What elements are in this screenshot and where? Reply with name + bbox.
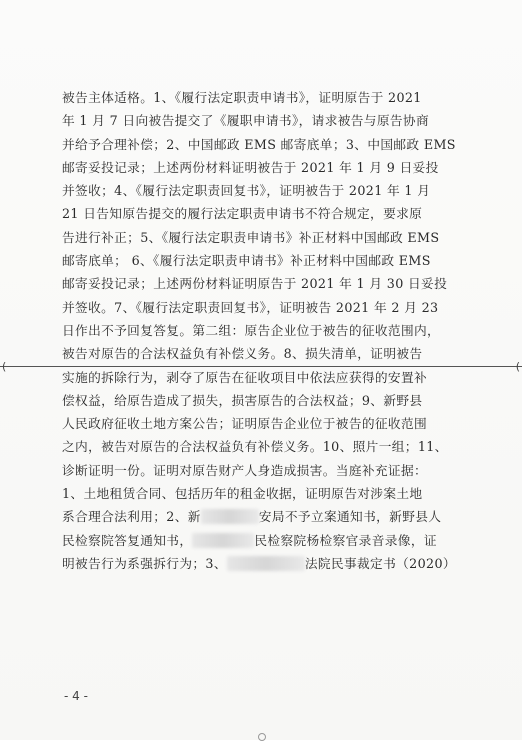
redacted-region	[201, 509, 259, 524]
text-line: 诊断证明一份。证明对原告财产人身造成损害。当庭补充证据：	[62, 462, 428, 478]
text-line-partial	[62, 505, 462, 528]
margin-mark-right: (	[515, 360, 520, 373]
text-line: 被告对原告的合法权益负有补偿义务。8、损失清单，证明被告	[62, 346, 423, 362]
body-text	[62, 86, 462, 575]
text-line: 被告主体适格。1、《履行法定职责申请书》，证明原告于 2021	[62, 90, 422, 105]
text-line: 之内，被告对原告的合法权益负有补偿义务。10、照片一组；11、	[62, 439, 448, 455]
text-line: 人民政府征收土地方案公告；证明原告企业位于被告的征收范围	[62, 416, 428, 432]
text-line-partial	[62, 552, 462, 575]
scan-fold-line	[0, 366, 522, 367]
text-line: 并签收。7、《履行法定职责回复书》，证明被告 2021 年 2 月 23	[62, 299, 439, 315]
text-segment: 系合理合法利用；2、新	[62, 509, 201, 525]
text-line: 实施的拆除行为，剥夺了原告在征收项目中依法应获得的安置补	[62, 369, 428, 385]
text-segment: 民检察院答复通知书，	[62, 532, 193, 548]
text-segment: 安局不予立案通知书，新野县人	[258, 509, 442, 525]
text-segment: 法院民事裁定书（2020）	[304, 555, 456, 571]
text-line: 并给予合理补偿；2、中国邮政 EMS 邮寄底单；3、中国邮政 EMS	[62, 136, 456, 152]
text-line: 日作出不予回复答复。第二组：原告企业位于被告的征收范围内，	[62, 322, 441, 338]
text-line: 年 1 月 7 日向被告提交了《履职申请书》，请求被告与原告协商	[62, 113, 429, 129]
text-segment: 明被告行为系强拆行为；3、	[62, 555, 227, 571]
text-line: 并签收；4、《履行法定职责回复书》，证明被告于 2021 年 1 月	[62, 183, 431, 199]
text-line-partial	[62, 529, 462, 552]
text-line: 偿权益，给原告造成了损失，损害原告的合法权益；9、新野县	[62, 392, 423, 408]
margin-mark-left: (	[2, 360, 7, 373]
text-line: 邮寄妥投记录；上述两份材料证明原告于 2021 年 1 月 30 日妥投	[62, 276, 448, 292]
redacted-region	[192, 533, 254, 548]
page-number: - 4 -	[64, 689, 88, 703]
text-line: 告进行补正；5、《履行法定职责申请书》补正材料中国邮政 EMS	[62, 229, 440, 245]
text-segment: 民检察院杨检察官录音录像，证	[254, 532, 437, 548]
text-line: 邮寄妥投记录；上述两份材料证明被告于 2021 年 1 月 9 日妥投	[62, 159, 439, 175]
text-line: 21 日告知原告提交的履行法定职责申请书不符合规定，要求原	[62, 206, 423, 222]
text-line: 1、土地租赁合同、包括历年的租金收据，证明原告对涉案土地	[62, 486, 423, 502]
redacted-region	[227, 556, 305, 571]
text-line: 邮寄底单； 6、《履行法定职责申请书》补正材料中国邮政 EMS	[62, 253, 431, 269]
